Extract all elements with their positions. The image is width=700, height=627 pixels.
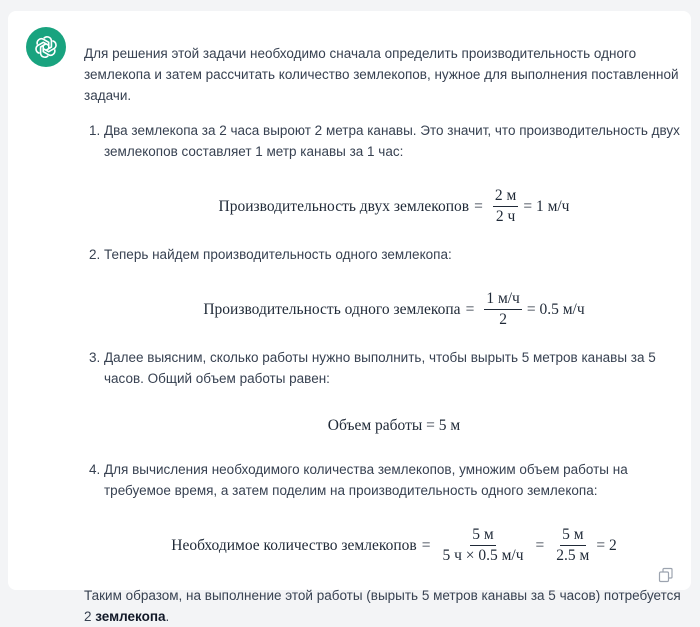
conclusion-text: Таким образом, на выполнение этой работы (вырыть 5 метров канавы за 5 часов) потребуется 2 [84, 588, 681, 624]
formula-2-numerator: 1 м/ч [484, 290, 522, 310]
formula-2-result: = 0.5 м/ч [526, 300, 585, 318]
intro-paragraph: Для решения этой задачи необходимо сначала определить производительность одного землекопа и затем рассчитать количество землекопов, нужное для выполнения поставленной задачи. [84, 46, 679, 103]
formula-1-lhs: Производительность двух землекопов [218, 197, 470, 215]
formula-3-expr: Объем работы = 5 м [327, 416, 461, 434]
formula-1-numerator: 2 м [493, 187, 518, 207]
formula-4-numerator-1: 5 м [470, 526, 495, 546]
formula-4-result: = 2 [596, 536, 617, 554]
formula-4 [104, 515, 684, 575]
step-2-text: Теперь найдем производительность одного землекопа: [104, 247, 452, 262]
formula-2 [104, 279, 684, 339]
conclusion-bold: землекопа [95, 609, 166, 624]
formula-1-fraction [493, 187, 518, 226]
openai-logo-icon [26, 27, 66, 67]
formula-4-fraction-2 [554, 526, 591, 565]
formula-4-fraction-1 [440, 526, 525, 565]
step-2 [104, 244, 684, 339]
formula-3 [104, 405, 684, 445]
formula-4-numerator-2: 5 м [560, 526, 585, 546]
formula-2-denominator: 2 [499, 310, 507, 328]
step-4 [104, 459, 684, 575]
formula-2-fraction [484, 290, 522, 329]
formula-1-denominator: 2 ч [495, 207, 516, 225]
step-4-text: Для вычисления необходимого количества землекопов, умножим объем работы на требуемое время, а затем поделим на производительность одного землекопа: [104, 462, 628, 498]
formula-1-eq: = [474, 197, 483, 215]
conclusion-suffix: . [165, 609, 170, 624]
formula-1 [104, 176, 684, 236]
conclusion-paragraph [84, 585, 684, 627]
formula-4-denominator-1: 5 ч × 0.5 м/ч [442, 546, 524, 564]
formula-4-denominator-2: 2.5 м [556, 546, 590, 564]
formula-2-eq: = [465, 300, 475, 318]
step-3 [104, 347, 684, 445]
formula-1-result: = 1 м/ч [523, 197, 570, 215]
steps-list [84, 120, 684, 575]
assistant-message-card [8, 11, 691, 624]
message-content [84, 43, 684, 627]
formula-4-eq-2: = [535, 536, 545, 554]
formula-4-lhs: Необходимое количество землекопов [171, 536, 417, 554]
step-3-text: Далее выясним, сколько работы нужно выполнить, чтобы вырыть 5 метров канавы за 5 часов. Общий объем работы равен: [104, 350, 656, 386]
step-1-text: Два землекопа за 2 часа выроют 2 метра канавы. Это значит, что производительность двух землекопов составляет 1 метр канавы за 1 час: [104, 123, 680, 159]
step-1 [104, 120, 684, 236]
formula-2-lhs: Производительность одного землекопа [203, 300, 461, 318]
formula-4-eq: = [421, 536, 431, 554]
copy-icon[interactable] [658, 567, 674, 583]
